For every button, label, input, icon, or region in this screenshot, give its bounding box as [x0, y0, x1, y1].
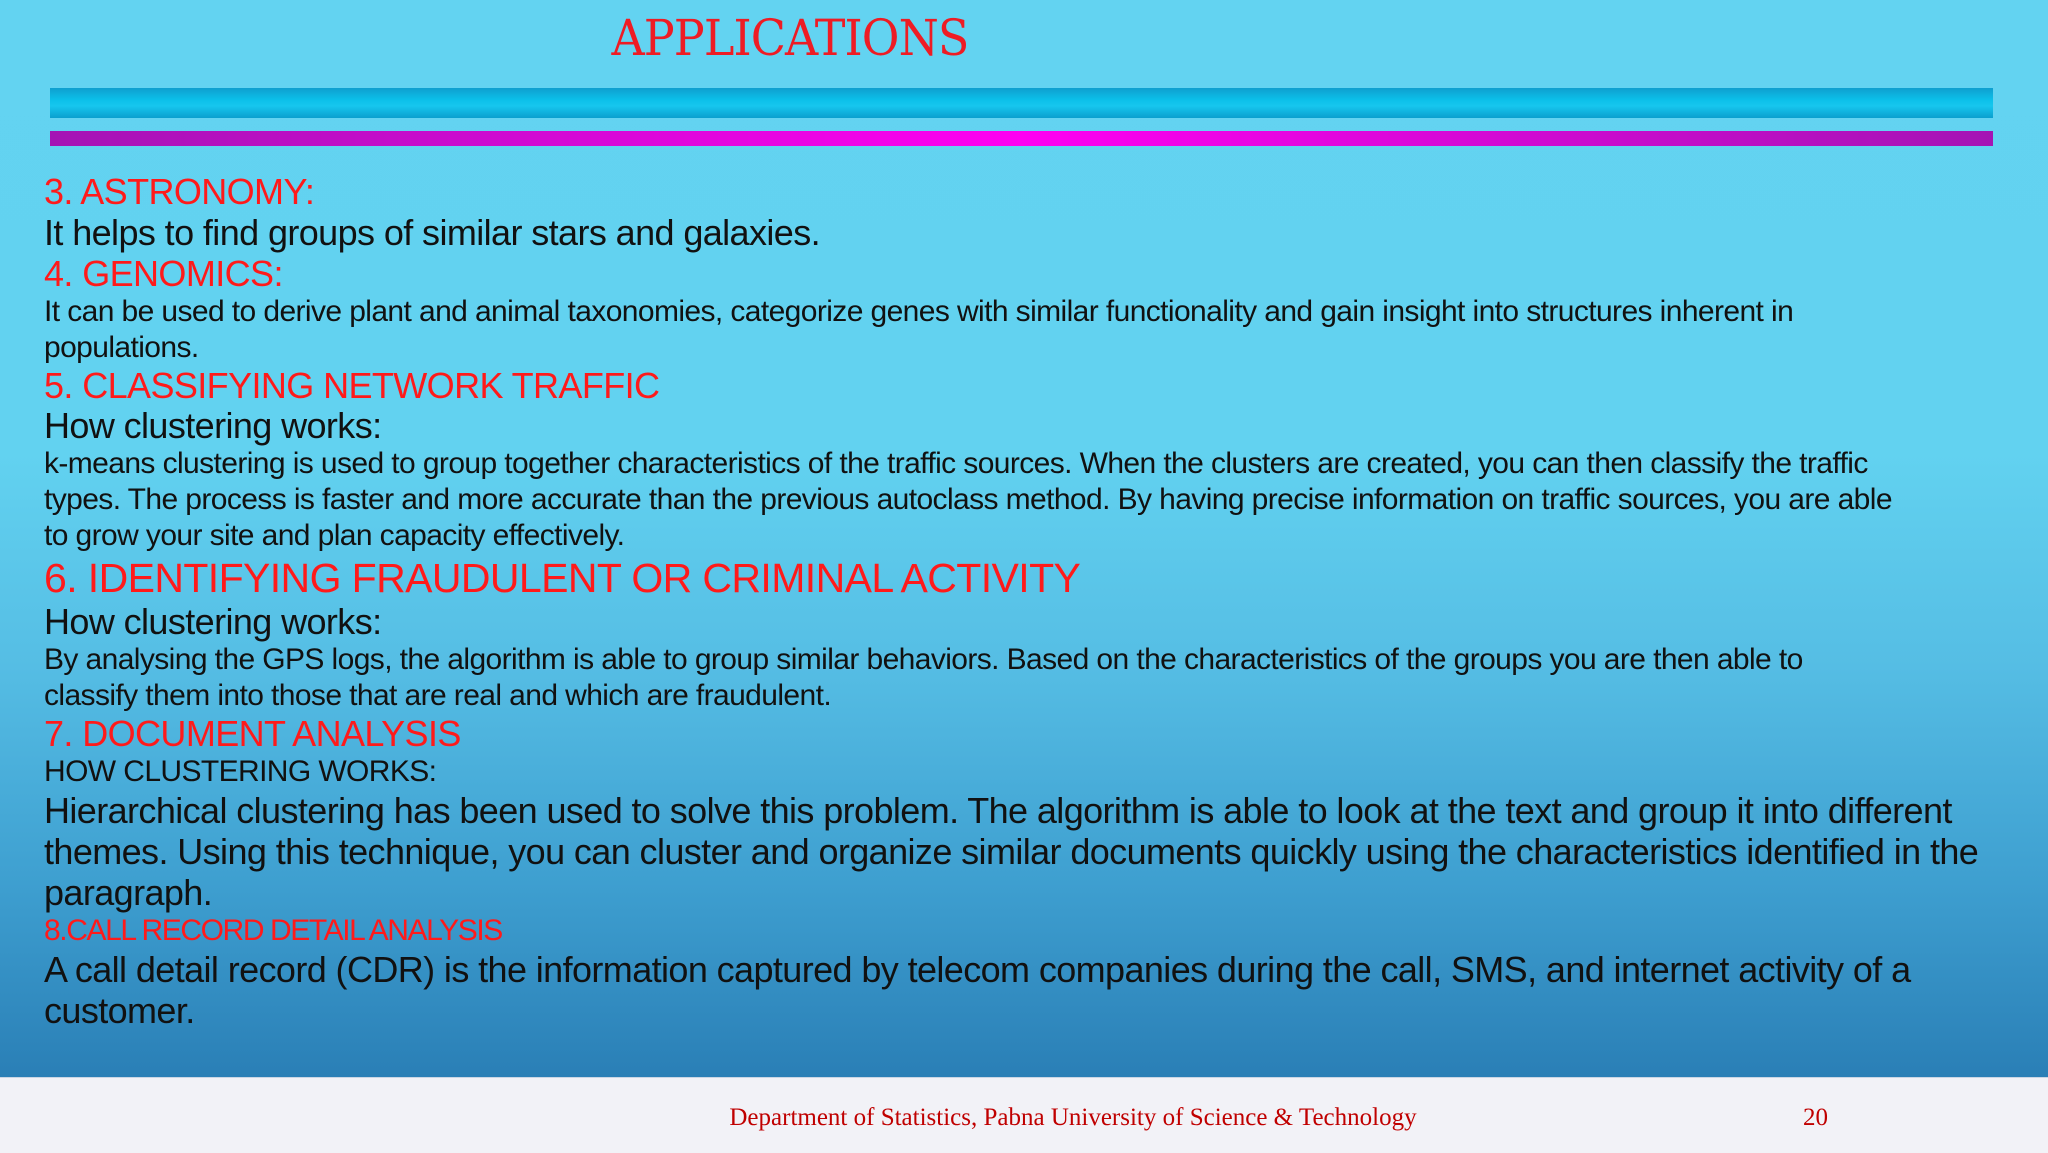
- section-text-line: populations.: [44, 331, 199, 364]
- section-text-line: types. The process is faster and more accurate than the previous autoclass method. By having precise information on traffic sources, you are able: [44, 483, 1892, 516]
- page-number: 20: [1803, 1104, 1828, 1131]
- section-heading-document-analysis: 7. DOCUMENT ANALYSIS: [44, 713, 461, 754]
- section-text-line: k-means clustering is used to group together characteristics of the traffic sources. When the clusters are created, you can then classify the traffic: [44, 447, 1868, 480]
- magenta-divider-bar: [50, 131, 1993, 146]
- section-heading-astronomy: 3. ASTRONOMY:: [44, 171, 315, 212]
- slide-footer: [0, 1077, 2048, 1153]
- section-text-line: A call detail record (CDR) is the information captured by telecom companies during the call, SMS, and internet activity of a: [44, 949, 1911, 990]
- footer-department-text: Department of Statistics, Pabna University of Science & Technology: [729, 1104, 1417, 1131]
- cyan-divider-bar: [50, 88, 1993, 118]
- section-heading-call-record: 8.CALL RECORD DETAIL ANALYSIS: [44, 914, 502, 947]
- section-text-line: It can be used to derive plant and animal taxonomies, categorize genes with similar functionality and gain insight into structures inherent in: [44, 295, 1794, 328]
- slide-title: APPLICATIONS: [611, 9, 969, 67]
- section-text-line: By analysing the GPS logs, the algorithm is able to group similar behaviors. Based on the characteristics of the groups you are then able to: [44, 643, 1803, 676]
- section-text-line: Hierarchical clustering has been used to solve this problem. The algorithm is able to look at the text and group it into different: [44, 790, 1952, 831]
- section-subheading: How clustering works:: [44, 405, 382, 446]
- section-subheading: HOW CLUSTERING WORKS:: [44, 755, 437, 788]
- section-text-line: classify them into those that are real and which are fraudulent.: [44, 679, 832, 712]
- section-heading-genomics: 4. GENOMICS:: [44, 253, 283, 294]
- slide-body: [44, 172, 2004, 1031]
- section-heading-fraud: 6. IDENTIFYING FRAUDULENT OR CRIMINAL ACTIVITY: [44, 555, 1081, 601]
- section-text-line: customer.: [44, 990, 195, 1031]
- section-text-line: themes. Using this technique, you can cluster and organize similar documents quickly using the characteristics identified in the: [44, 831, 1979, 872]
- section-subheading: How clustering works:: [44, 601, 382, 642]
- section-text-line: to grow your site and plan capacity effectively.: [44, 519, 625, 552]
- section-heading-network-traffic: 5. CLASSIFYING NETWORK TRAFFIC: [44, 365, 660, 406]
- section-text-line: It helps to find groups of similar stars and galaxies.: [44, 212, 821, 253]
- section-text-line: paragraph.: [44, 872, 213, 913]
